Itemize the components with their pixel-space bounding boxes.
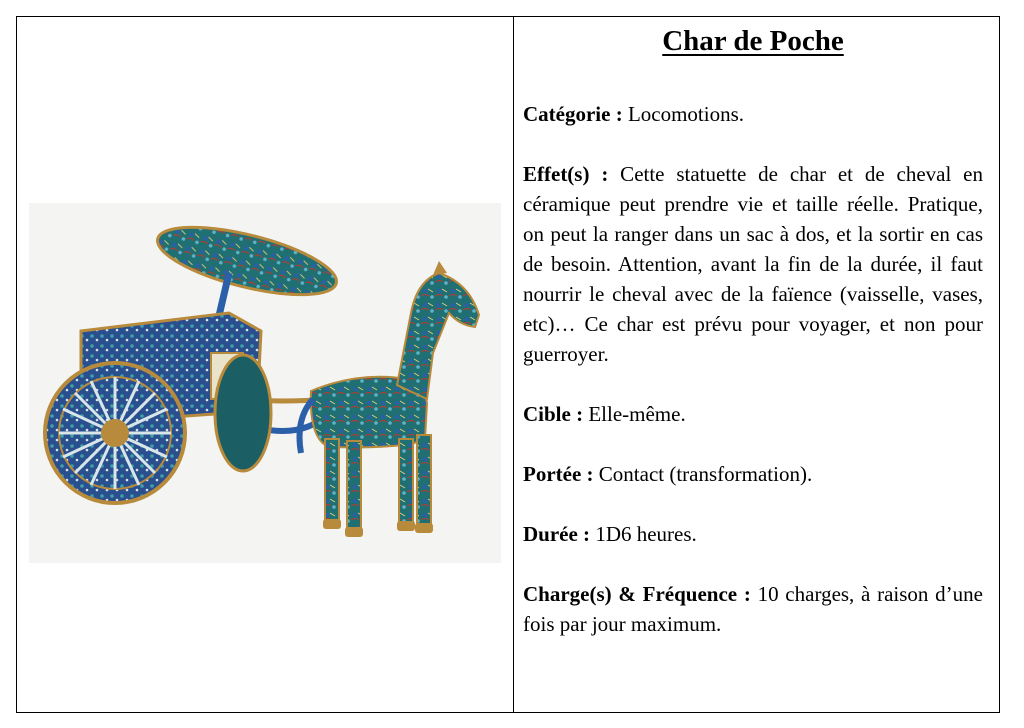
field-label: Catégorie : [523, 102, 623, 126]
item-card [16, 16, 1000, 713]
card-title: Char de Poche [662, 25, 844, 57]
field-label: Charge(s) & Fréquence : [523, 582, 751, 606]
field-value: Locomotions. [622, 102, 745, 126]
description-panel [514, 17, 999, 712]
field-value: 10 charges, à raison d’une fois par jour maximum. [523, 582, 983, 636]
field-label: Portée : [523, 462, 594, 486]
field-label: Durée : [523, 522, 591, 546]
field-charges [523, 579, 983, 639]
field-value: Cette statuette de char et de cheval en céramique peut prendre vie et taille réelle. Pratique, on peut la ranger dans un sac à dos, et la sortir en cas de besoin. Attention, avant la fin de la durée, il faut nourrir le cheval avec de la faïence (vaisselle, vases, etc)… Ce char est prévu pour voyager, et non pour guerroyer. [523, 162, 984, 366]
field-target [523, 399, 983, 429]
field-label: Cible : [523, 402, 584, 426]
field-duration [523, 519, 983, 549]
field-effects [523, 159, 983, 369]
field-value: Contact (transformation). [593, 462, 813, 486]
chariot-statuette-image [29, 203, 501, 563]
field-label: Effet(s) : [523, 162, 609, 186]
field-range [523, 459, 983, 489]
image-panel [17, 17, 514, 712]
field-category [523, 99, 983, 129]
field-value: Elle-même. [583, 402, 686, 426]
field-value: 1D6 heures. [590, 522, 697, 546]
